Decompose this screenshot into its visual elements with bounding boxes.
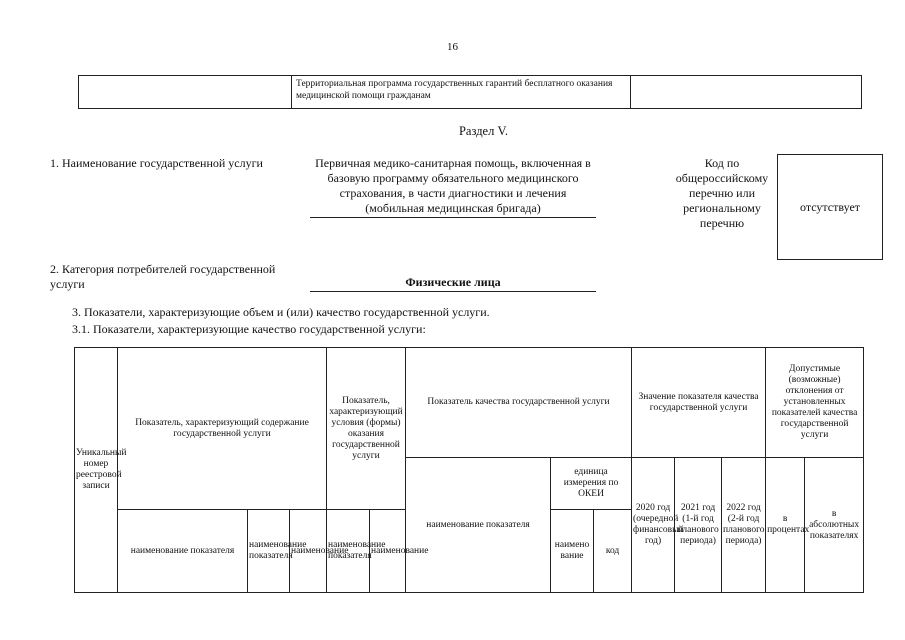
year-2021: 2021 год (1-й год планового периода) [675,458,722,593]
deviation-percent: в процентах [766,458,805,593]
quality-indicator-name: наименование показателя [406,458,551,593]
top-table-empty-right [631,76,862,109]
year-2022: 2022 год (2-й год планового периода) [722,458,766,593]
col-values: Значение показателя качества государственной услуги [632,348,766,458]
content-indicator-1: наименование показателя [118,510,248,593]
quality-table [74,347,864,593]
indicators-label: 3. Показатели, характеризующие объем и (или) качество государственной услуги. [72,305,490,319]
top-table [78,75,862,109]
top-table-program: Территориальная программа государственных гарантий бесплатного оказания медицинской помощи гражданам [292,76,631,109]
content-indicator-3: наименование [290,510,327,593]
year-2020: 2020 год (очередной финансовый год) [632,458,675,593]
condition-indicator-2: наименование [370,510,406,593]
service-name-label: 1. Наименование государственной услуги [50,156,263,170]
col-unique-number: Уникальный номер реестровой записи [75,348,118,593]
top-table-empty-left [79,76,292,109]
consumers-label: 2. Категория потребителей государственной услуги [50,262,276,291]
col-deviation: Допустимые (возможные) отклонения от установленных показателей качества государственной услуги [766,348,864,458]
unit-name: наимено вание [551,510,594,593]
col-conditions: Показатель, характеризующий условия (формы) оказания государственной услуги [327,348,406,510]
deviation-absolute: в абсолютных показателях [805,458,864,593]
code-label: Код по общероссийскому перечню или региональному перечню [675,156,769,230]
consumers-value: Физические лица [310,275,596,292]
page-number: 16 [447,41,458,53]
service-name-value: Первичная медико-санитарная помощь, включенная в базовую программу обязательного медицинского страхования, в части диагностики и лечения (мобильная медицинская бригада) [310,156,596,218]
quality-indicators-label: 3.1. Показатели, характеризующие качество государственной услуги: [72,322,426,336]
col-content: Показатель, характеризующий содержание государственной услуги [118,348,327,510]
content-indicator-2: наименование показателя [248,510,290,593]
code-value-box: отсутствует [777,154,883,260]
section-title: Раздел V. [458,124,509,138]
condition-indicator-1: наименование показателя [327,510,370,593]
unit-header: единица измерения по ОКЕИ [551,458,632,510]
col-quality: Показатель качества государственной услуги [406,348,632,458]
unit-code: код [594,510,632,593]
